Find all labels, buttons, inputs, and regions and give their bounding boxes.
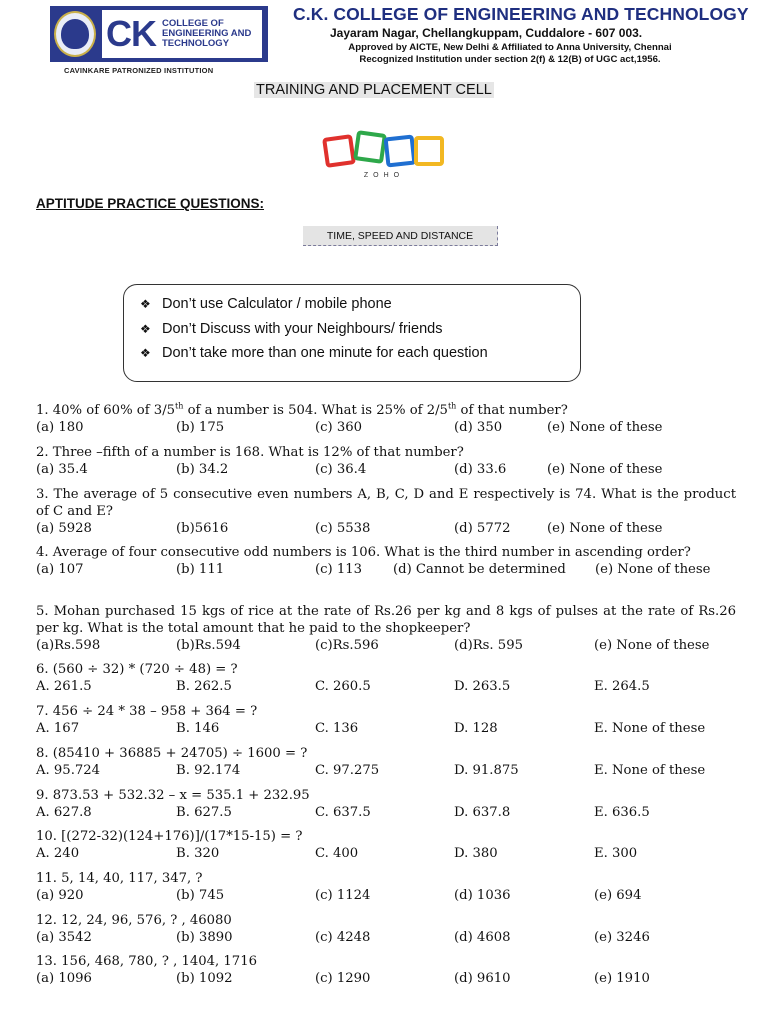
college-approval <box>320 42 700 66</box>
option-c: (c)Rs.596 <box>315 638 379 653</box>
logo-name: COLLEGE OF ENGINEERING AND TECHNOLOGY <box>162 18 252 49</box>
option-c: C. 400 <box>315 846 359 861</box>
option-d: D. 91.875 <box>454 763 519 778</box>
options-row <box>36 804 736 821</box>
option-e: (e) None of these <box>595 562 711 577</box>
option-c: (c) 360 <box>315 420 363 435</box>
college-logo <box>50 6 268 62</box>
options-row <box>36 720 736 737</box>
option-e: (e) None of these <box>547 521 663 536</box>
rule-text: Don’t Discuss with your Neighbours/ friends <box>162 320 443 337</box>
option-a: (a) 180 <box>36 420 84 435</box>
option-b: (b)Rs.594 <box>176 638 241 653</box>
question-7 <box>36 703 736 737</box>
zoho-wordmark: ZOHO <box>363 172 405 179</box>
option-e: (e) None of these <box>547 420 663 435</box>
question-text: 10. [(272-32)(124+176)]/(17*15-15) = ? <box>36 829 303 844</box>
option-a: A. 167 <box>36 721 80 736</box>
options-row <box>36 845 736 862</box>
zoho-tile-blue <box>384 135 417 168</box>
option-a: (a) 35.4 <box>36 462 88 477</box>
question-13 <box>36 953 736 987</box>
question-text: 12. 12, 24, 96, 576, ? , 46080 <box>36 913 232 928</box>
option-a: A. 240 <box>36 846 80 861</box>
question-6 <box>36 661 736 695</box>
zoho-tile-red <box>322 134 356 168</box>
rule-text: Don’t use Calculator / mobile phone <box>162 296 392 312</box>
ck-logo-tile <box>102 10 262 58</box>
options-row <box>36 970 736 987</box>
option-e: (e) None of these <box>594 638 710 653</box>
rule-text: Don’t take more than one minute for each question <box>162 345 488 361</box>
patron-line: CAVINKARE PATRONIZED INSTITUTION <box>64 66 214 75</box>
option-e: E. None of these <box>594 763 706 778</box>
option-e: E. 636.5 <box>594 805 650 820</box>
option-a: (a) 107 <box>36 562 84 577</box>
option-d: (d) 9610 <box>454 971 511 986</box>
option-c: (c) 1124 <box>315 888 371 903</box>
option-c: C. 97.275 <box>315 763 380 778</box>
option-a: A. 261.5 <box>36 679 92 694</box>
options-row <box>36 887 736 904</box>
question-text: 9. 873.53 + 532.32 – x = 535.1 + 232.95 <box>36 788 310 803</box>
question-11 <box>36 870 736 904</box>
option-c: (c) 113 <box>315 562 363 577</box>
logo-letters: CK <box>106 13 156 54</box>
question-text: 13. 156, 468, 780, ? , 1404, 1716 <box>36 954 257 969</box>
option-d: (d) 33.6 <box>454 462 507 477</box>
question-10 <box>36 828 736 862</box>
option-d: D. 380 <box>454 846 498 861</box>
question-1 <box>36 402 736 436</box>
option-a: (a) 5928 <box>36 521 92 536</box>
aptitude-heading: APTITUDE PRACTICE QUESTIONS: <box>36 196 265 211</box>
option-c: C. 136 <box>315 721 359 736</box>
option-e: (e) 694 <box>594 888 642 903</box>
option-a: (a) 1096 <box>36 971 92 986</box>
option-b: (b) 34.2 <box>176 462 229 477</box>
question-text: 4. Average of four consecutive odd numbers is 106. What is the third number in ascending order? <box>36 545 691 560</box>
cell-title: TRAINING AND PLACEMENT CELL <box>256 82 492 98</box>
zoho-logo <box>322 132 446 184</box>
question-4 <box>36 544 736 578</box>
question-text: 8. (85410 + 36885 + 24705) ÷ 1600 = ? <box>36 746 308 761</box>
option-d: (d) 1036 <box>454 888 511 903</box>
options-row <box>36 419 736 436</box>
options-row <box>36 520 736 537</box>
option-c: (c) 36.4 <box>315 462 367 477</box>
diamond-bullet-icon: ❖ <box>140 321 151 336</box>
option-e: (e) None of these <box>547 462 663 477</box>
option-e: E. 300 <box>594 846 638 861</box>
options-row <box>36 561 736 578</box>
option-d: (d) 4608 <box>454 930 511 945</box>
options-row <box>36 461 736 478</box>
approval-line-1: Approved by AICTE, New Delhi & Affiliated to Anna University, Chennai <box>348 42 672 53</box>
option-c: (c) 1290 <box>315 971 371 986</box>
question-2 <box>36 444 736 478</box>
options-row <box>36 678 736 695</box>
option-b: (b) 111 <box>176 562 225 577</box>
diamond-bullet-icon: ❖ <box>140 346 151 360</box>
option-a: (a) 920 <box>36 888 84 903</box>
option-b: (b) 3890 <box>176 930 233 945</box>
question-5 <box>36 603 736 654</box>
option-b: (b) 745 <box>176 888 225 903</box>
option-c: (c) 4248 <box>315 930 371 945</box>
college-title: C.K. COLLEGE OF ENGINEERING AND TECHNOLOGY <box>293 4 749 24</box>
option-d: D. 637.8 <box>454 805 511 820</box>
college-header <box>0 0 768 80</box>
option-a: (a)Rs.598 <box>36 638 101 653</box>
option-a: (a) 3542 <box>36 930 92 945</box>
option-e: (e) 1910 <box>594 971 650 986</box>
question-text: 3. The average of 5 consecutive even numbers A, B, C, D and E respectively is 74. What is the product of C and E? <box>36 487 736 519</box>
option-c: C. 260.5 <box>315 679 371 694</box>
question-12 <box>36 912 736 946</box>
rule-item <box>140 317 580 342</box>
option-e: (e) 3246 <box>594 930 650 945</box>
topic-label: TIME, SPEED AND DISTANCE <box>303 226 498 246</box>
option-d: D. 263.5 <box>454 679 511 694</box>
question-text: 1. 40% of 60% of 3/5th of a number is 504. What is 25% of 2/5th of that number? <box>36 401 568 418</box>
college-address: Jayaram Nagar, Chellangkuppam, Cuddalore - 607 003. <box>330 26 643 40</box>
rules-box <box>123 284 581 382</box>
options-row <box>36 637 736 654</box>
option-e: E. 264.5 <box>594 679 650 694</box>
question-8 <box>36 745 736 779</box>
option-b: B. 320 <box>176 846 220 861</box>
rule-item <box>140 292 580 317</box>
option-b: B. 262.5 <box>176 679 232 694</box>
options-row <box>36 762 736 779</box>
option-b: (b) 1092 <box>176 971 233 986</box>
option-d: (d) 5772 <box>454 521 511 536</box>
question-text: 11. 5, 14, 40, 117, 347, ? <box>36 871 203 886</box>
approval-line-2: Recognized Institution under section 2(f) & 12(B) of UGC act,1956. <box>359 54 661 65</box>
crest-icon <box>54 11 96 57</box>
zoho-tile-yellow <box>414 136 444 166</box>
diamond-bullet-icon: ❖ <box>140 297 151 311</box>
option-b: B. 146 <box>176 721 220 736</box>
option-d: D. 128 <box>454 721 498 736</box>
option-a: A. 627.8 <box>36 805 92 820</box>
option-c: (c) 5538 <box>315 521 371 536</box>
option-e: E. None of these <box>594 721 706 736</box>
zoho-tile-green <box>353 130 387 164</box>
option-b: B. 627.5 <box>176 805 232 820</box>
question-9 <box>36 787 736 821</box>
options-row <box>36 929 736 946</box>
rule-item <box>140 341 580 366</box>
option-d: (d)Rs. 595 <box>454 638 523 653</box>
option-c: C. 637.5 <box>315 805 371 820</box>
option-b: (b)5616 <box>176 521 229 536</box>
question-text: 2. Three –fifth of a number is 168. What is 12% of that number? <box>36 445 464 460</box>
question-text: 7. 456 ÷ 24 * 38 – 958 + 364 = ? <box>36 704 258 719</box>
option-d: (d) Cannot be determined <box>393 562 566 577</box>
question-text: 5. Mohan purchased 15 kgs of rice at the rate of Rs.26 per kg and 8 kgs of pulses at the rate of Rs.26 per kg. What is the total amount that he paid to the shopkeeper? <box>36 604 736 636</box>
option-a: A. 95.724 <box>36 763 101 778</box>
question-text: 6. (560 ÷ 32) * (720 ÷ 48) = ? <box>36 662 238 677</box>
option-b: (b) 175 <box>176 420 225 435</box>
option-d: (d) 350 <box>454 420 503 435</box>
question-3 <box>36 486 736 537</box>
option-b: B. 92.174 <box>176 763 241 778</box>
